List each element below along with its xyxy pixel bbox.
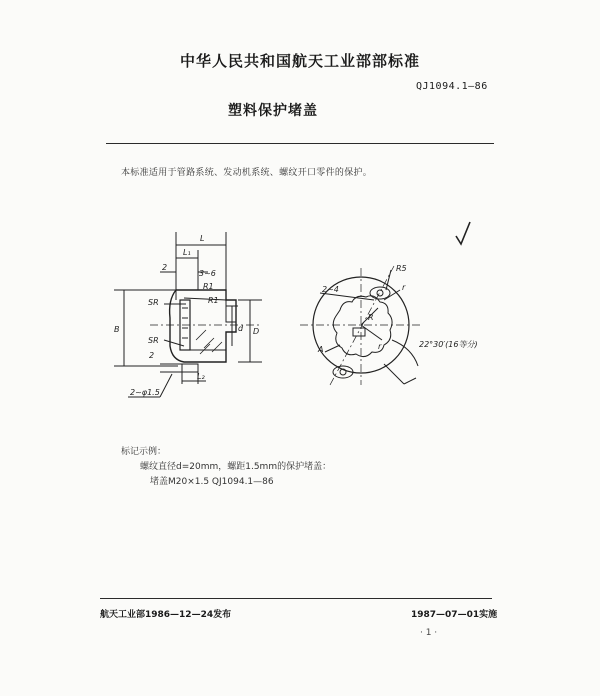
label-R1b: R1 <box>208 296 219 305</box>
label-L2: L₂ <box>197 372 205 381</box>
roughness-mark <box>456 222 470 244</box>
label-2-phi: 2~φ1.5 <box>130 388 160 397</box>
cap-tab <box>182 364 198 372</box>
label-angle: 22°30′(16等分) <box>419 340 478 349</box>
label-d: d <box>238 324 244 333</box>
label-r-lower: r <box>378 342 382 351</box>
label-2-4: 2~4 <box>322 285 339 294</box>
label-SR-upper: SR <box>148 298 159 307</box>
label-R5: R5 <box>396 264 407 273</box>
label-2-lower: 2 <box>149 351 155 360</box>
effective-date: 1987—07—01实施 <box>411 610 498 620</box>
document-title: 塑料保护堵盖 <box>228 103 318 119</box>
label-A: A <box>318 345 324 354</box>
marking-example-heading: 标记示例： <box>121 447 167 457</box>
footer-rule <box>100 598 492 599</box>
label-R1a: R1 <box>203 282 214 291</box>
label-r-upper: r <box>402 283 406 292</box>
page-number: · 1 · <box>420 628 438 638</box>
label-L: L <box>200 234 205 243</box>
label-D: D <box>253 327 260 336</box>
issue-date: 航天工业部1986—12—24发布 <box>100 610 232 620</box>
scope-paragraph: 本标准适用于管路系统、发动机系统、螺纹开口零件的保护。 <box>121 168 373 178</box>
standard-body-title: 中华人民共和国航天工业部部标准 <box>179 52 420 70</box>
label-3-6: 3~6 <box>199 269 216 278</box>
marking-example-description: 螺纹直径d=20mm，螺距1.5mm的保护堵盖： <box>140 462 332 472</box>
label-L1: L₁ <box>183 248 191 257</box>
marking-example-code: 堵盖M20×1.5 QJ1094.1—86 <box>150 477 274 487</box>
standard-code: QJ1094.1—86 <box>416 81 488 92</box>
label-2: 2 <box>162 263 168 272</box>
label-B: B <box>114 325 120 334</box>
label-R: R <box>368 313 374 322</box>
label-SR-lower: SR <box>148 336 159 345</box>
